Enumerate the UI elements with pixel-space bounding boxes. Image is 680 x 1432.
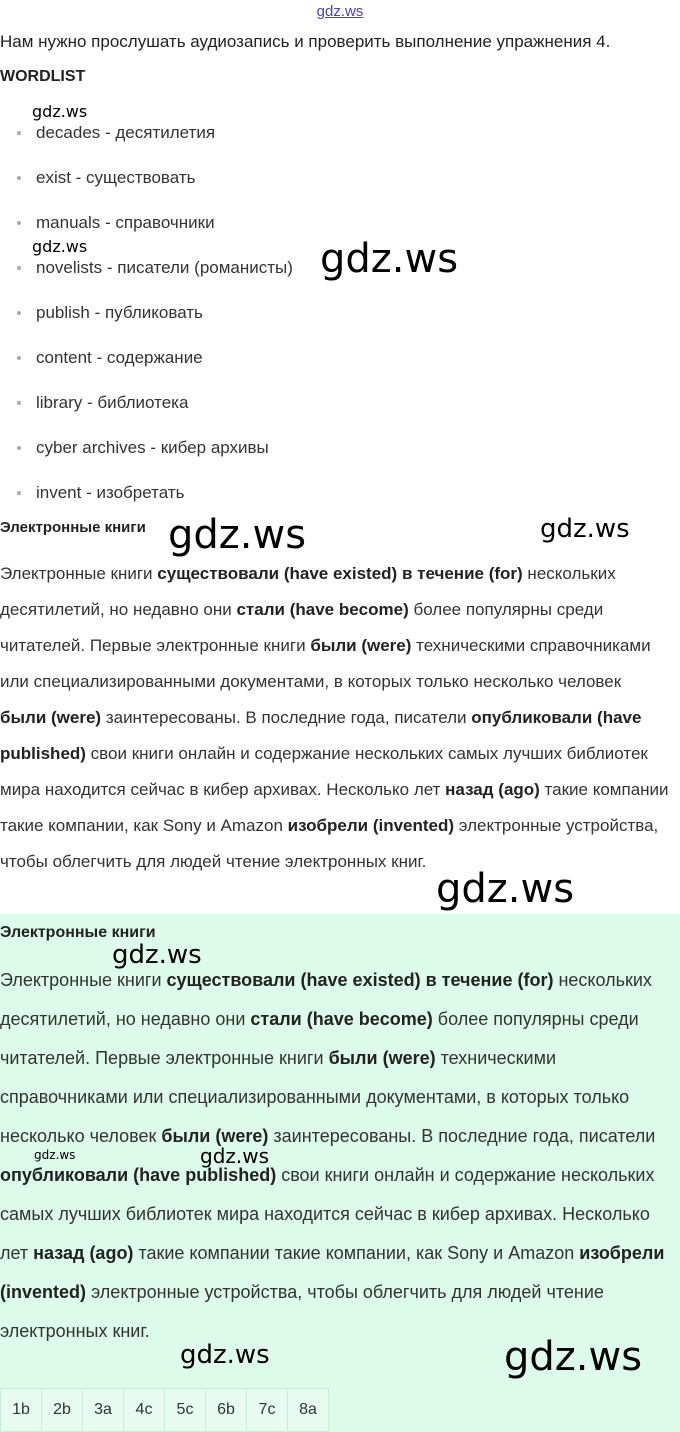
bold-term: назад <box>445 780 494 799</box>
answer-cell: 7c <box>247 1389 288 1432</box>
paragraph-text: Электронные книги <box>0 564 158 583</box>
bold-term: стали <box>250 1009 302 1029</box>
bold-term: (were) <box>51 708 102 727</box>
bold-term: назад <box>33 1243 85 1263</box>
wordlist-item-text: manuals - справочники <box>36 213 215 232</box>
wordlist-item-text: novelists - писатели (романисты) <box>36 258 293 277</box>
intro-text: Нам нужно прослушать аудиозапись и проверить выполнение упражнения 4. <box>0 32 611 51</box>
bullet-icon <box>17 446 21 450</box>
watermark: gdz.ws <box>504 1334 643 1380</box>
wordlist-item <box>0 387 293 432</box>
watermark: gdz.ws <box>168 512 307 558</box>
wordlist-item-text: content - содержание <box>36 348 203 367</box>
watermark: gdz.ws <box>200 1144 270 1168</box>
bold-term: (ago) <box>89 1243 134 1263</box>
bold-term: (invented) <box>372 816 455 835</box>
paragraph-text: такие компании такие компании, как Sony и Amazon <box>0 780 669 835</box>
bold-term: (have become) <box>289 600 409 619</box>
wordlist-item-text: library - библиотека <box>36 393 189 412</box>
answer-cell: 5c <box>165 1389 206 1432</box>
bullet-icon <box>17 311 21 315</box>
wordlist-item-text: cyber archives - кибер архивы <box>36 438 269 457</box>
paragraph-text: такие компании такие компании, как Sony и Amazon <box>133 1243 580 1263</box>
wordlist-item <box>0 117 293 162</box>
wordlist-item <box>0 297 293 342</box>
answer-section-paragraph <box>0 961 680 1351</box>
wordlist-item-text: invent - изобретать <box>36 483 185 502</box>
paragraph-text: электронные устройства, чтобы облегчить для людей чтение электронных книг. <box>0 1282 604 1341</box>
watermark: gdz.ws <box>436 866 575 912</box>
watermark: gdz.ws <box>320 236 459 282</box>
answer-cell: 2b <box>42 1389 83 1432</box>
wordlist-item-text: exist - существовать <box>36 168 196 187</box>
paragraph-text: свои книги онлайн и содержание нескольких самых лучших библиотек мира находится сейчас в кибер архивах. Несколько лет <box>0 744 648 799</box>
paragraph-text: более популярны среди читателей. Первые электронные книги <box>0 600 604 655</box>
bold-term: были <box>328 1048 378 1068</box>
bullet-icon <box>17 131 21 135</box>
section-title: Электронные книги <box>0 519 146 536</box>
bullet-icon <box>17 356 21 360</box>
wordlist-item-text: decades - десятилетия <box>36 123 216 142</box>
paragraph-text: заинтересованы. В последние года, писатели <box>268 1126 656 1146</box>
answer-cell: 3a <box>83 1389 124 1432</box>
bold-term: были <box>310 636 357 655</box>
paragraph-text: Электронные книги <box>0 970 167 990</box>
paragraph-text: электронные устройства, чтобы облегчить для людей чтение электронных книг. <box>0 816 659 871</box>
bold-term: (have published) <box>0 708 642 763</box>
bullet-icon <box>17 491 21 495</box>
paragraph-text: техническими справочниками или специализированными документами, в которых только несколько человек <box>0 636 651 691</box>
bold-term: стали <box>236 600 285 619</box>
bold-term: (were) <box>215 1126 269 1146</box>
watermark: gdz.ws <box>180 1340 270 1370</box>
paragraph-text: заинтересованы. В последние года, писатели <box>101 708 472 727</box>
wordlist-heading: WORDLIST <box>0 68 86 85</box>
bold-term: существовали <box>166 970 296 990</box>
bold-term: опубликовали <box>471 708 593 727</box>
paragraph-text: более популярны среди читателей. Первые электронные книги <box>0 1009 639 1068</box>
watermark: gdz.ws <box>32 102 88 121</box>
paragraph-text: свои книги онлайн и содержание нескольких самых лучших библиотек мира находится сейчас в кибер архивах. Несколько лет <box>0 1165 655 1263</box>
bullet-icon <box>17 401 21 405</box>
wordlist <box>0 117 293 522</box>
wordlist-item <box>0 342 293 387</box>
watermark: gdz.ws <box>540 514 630 544</box>
wordlist-item <box>0 162 293 207</box>
bold-term: (for) <box>517 970 554 990</box>
bold-term: в течение <box>401 564 484 583</box>
watermark: gdz.ws <box>112 940 202 970</box>
bold-term: в течение <box>425 970 513 990</box>
answer-cell: 6b <box>206 1389 247 1432</box>
bullet-icon <box>17 176 21 180</box>
bold-term: (ago) <box>498 780 540 799</box>
wordlist-item-text: publish - публиковать <box>36 303 203 322</box>
bullet-icon <box>17 266 21 270</box>
watermark: gdz.ws <box>32 237 88 256</box>
bold-term: (have existed) <box>283 564 398 583</box>
bold-term: (have existed) <box>300 970 421 990</box>
site-link[interactable]: gdz.ws <box>316 3 364 20</box>
answer-cell: 4c <box>124 1389 165 1432</box>
bold-term: (were) <box>361 636 412 655</box>
bold-term: изобрели <box>579 1243 665 1263</box>
bold-term: существовали <box>157 564 280 583</box>
paragraph-text: техническими справочниками или специализированными документами, в которых только несколько человек <box>0 1048 630 1146</box>
bold-term: (for) <box>488 564 523 583</box>
answer-cell: 1b <box>1 1389 42 1432</box>
bold-term: опубликовали <box>0 1165 129 1185</box>
bold-term: изобрели <box>287 816 369 835</box>
section-paragraph <box>0 556 672 880</box>
bold-term: (were) <box>382 1048 436 1068</box>
answers-table <box>0 1388 329 1432</box>
watermark: gdz.ws <box>34 1148 76 1162</box>
bullet-icon <box>17 221 21 225</box>
bold-term: (have published) <box>133 1165 277 1185</box>
answer-cell: 8a <box>288 1389 329 1432</box>
bold-term: (invented) <box>0 1282 87 1302</box>
paragraph-text: нескольких десятилетий, но недавно они <box>0 970 652 1029</box>
paragraph-text: нескольких десятилетий, но недавно они <box>0 564 616 619</box>
bold-term: (have become) <box>306 1009 433 1029</box>
answer-section-title: Электронные книги <box>0 924 156 941</box>
wordlist-item <box>0 432 293 477</box>
wordlist-item <box>0 252 293 297</box>
bold-term: были <box>0 708 47 727</box>
bold-term: были <box>161 1126 211 1146</box>
